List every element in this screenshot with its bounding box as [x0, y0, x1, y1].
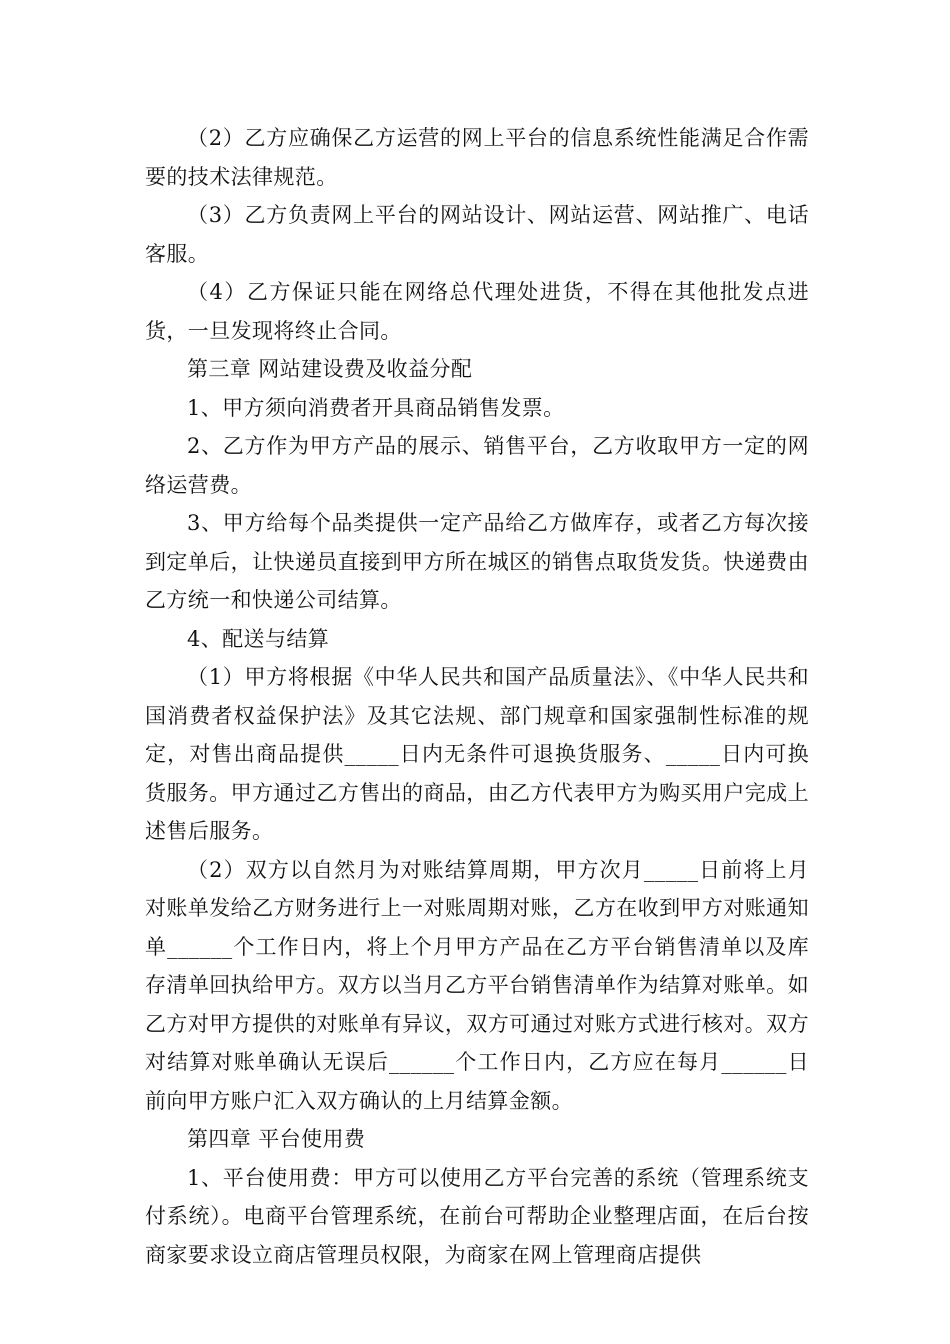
paragraph-3-3: 3、甲方给每个品类提供一定产品给乙方做库存，或者乙方每次接到定单后，让快递员直接到甲方所在城区的销售点取货发货。快递费由乙方统一和快递公司结算。 [145, 511, 809, 612]
paragraph-3-4: 4、配送与结算 [187, 626, 330, 651]
paragraph-3-2: 2、乙方作为甲方产品的展示、销售平台，乙方收取甲方一定的网络运营费。 [145, 434, 809, 497]
paragraph-2-3: （3）乙方负责网上平台的网站设计、网站运营、网站推广、电话客服。 [145, 203, 809, 266]
paragraph-2-4: （4）乙方保证只能在网络总代理处进货，不得在其他批发点进货，一旦发现将终止合同。 [145, 280, 809, 343]
chapter-3-heading: 第三章 网站建设费及收益分配 [187, 357, 473, 381]
chapter-4-heading: 第四章 平台使用费 [187, 1127, 366, 1151]
paragraph-4-1: 1、平台使用费：甲方可以使用乙方平台完善的系统（管理系统支付系统）。电商平台管理系统，在前台可帮助企业整理店面，在后台按商家要求设立商店管理员权限，为商家在网上管理商店提供 [145, 1165, 809, 1267]
paragraph-3-4-2: （2）双方以自然月为对账结算周期，甲方次月_____日前将上月对账单发给乙方财务进行上一对账周期对账，乙方在收到甲方对账通知单______个工作日内，将上个月甲方产品在乙方平台销售清单以及库存清单回执给甲方。双方以当月乙方平台销售清单作为结算对账单。如乙方对甲方提供的对账单有异议，双方可通过对账方式进行核对。双方对结算对账单确认无误后______个工作日内，乙方应在每月______日前向甲方账户汇入双方确认的上月结算金额。 [145, 857, 809, 1113]
document-page [145, 119, 809, 1274]
paragraph-3-1: 1、甲方须向消费者开具商品销售发票。 [187, 395, 565, 420]
paragraph-3-4-1: （1）甲方将根据《中华人民共和国产品质量法》、《中华人民共和国消费者权益保护法》及其它法规、部门规章和国家强制性标准的规定，对售出商品提供_____日内无条件可退换货服务、_____日内可换货服务。甲方通过乙方售出的商品，由乙方代表甲方为购买用户完成上述售后服务。 [145, 665, 809, 843]
paragraph-2-2: （2）乙方应确保乙方运营的网上平台的信息系统性能满足合作需要的技术法律规范。 [145, 126, 809, 189]
